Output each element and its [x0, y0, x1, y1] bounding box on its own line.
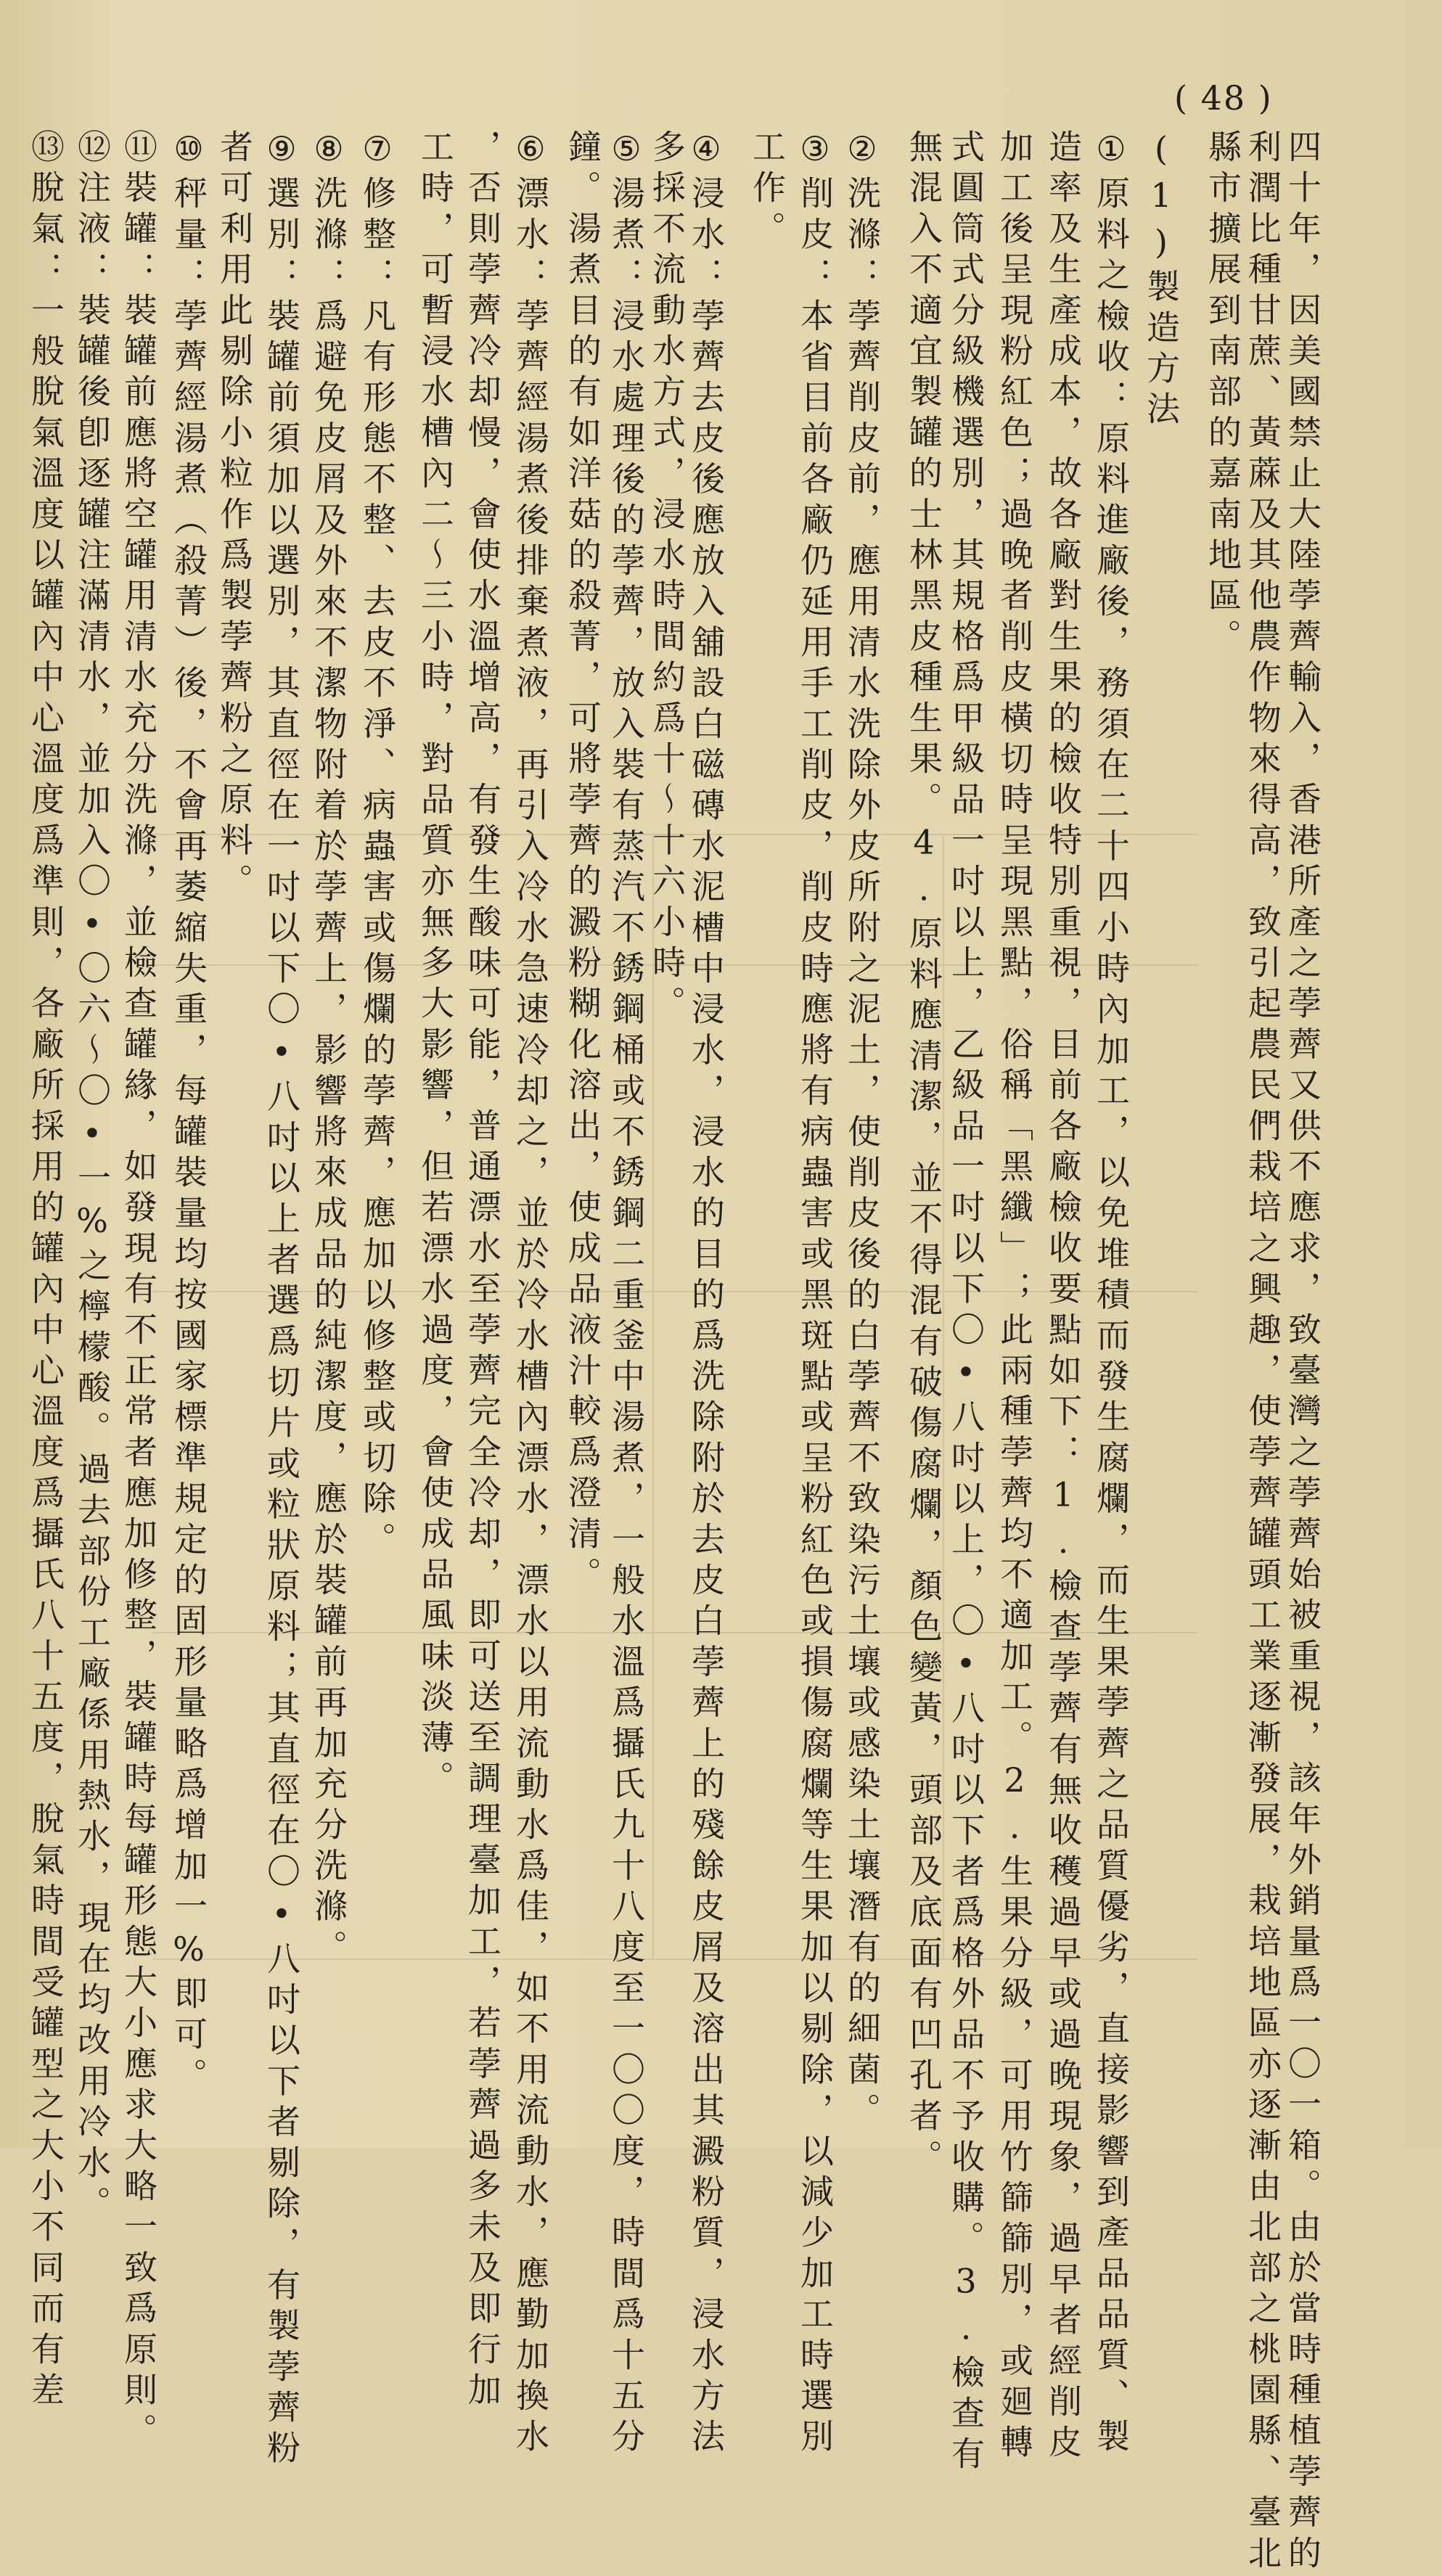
- text-column: 加工後呈現粉紅色；過晚者削皮橫切時呈現黑點，俗稱「黑纖」；此兩種荸薺均不適加工。2.生果分級，可用竹篩篩別，或廻轉: [995, 129, 1034, 2466]
- section-heading: (1)製造方法: [1142, 129, 1181, 432]
- text-column: ⑫注液：裝罐後卽逐罐注滿清水，並加入〇•〇六～〇•一%之檸檬酸。過去部份工廠係用熱水，現在均改用冷水。: [73, 129, 112, 2227]
- text-column: ⑨選別：裝罐前須加以選別，其直徑在一吋以下〇•八吋以上者選爲切片或粒狀原料；其直徑在〇•八吋以下者剔除，有製荸薺粉: [262, 129, 301, 2472]
- text-column: ⑩秤量：荸薺經湯煮（殺菁）後，不會再萎縮失重，每罐裝量均按國家標準規定的固形量略爲增加一%即可。: [169, 129, 208, 2099]
- text-column: ⑦修整：凡有形態不整、去皮不淨、病蟲害或傷爛的荸薺，應加以修整或切除。: [358, 129, 397, 1562]
- text-column: ⑥漂水：荸薺經湯煮後排棄煮液，再引入冷水急速冷却之，並於冷水槽內漂水，漂水以用流動水爲佳，如不用流動水，應勤加換水: [511, 129, 550, 2460]
- text-column: ⑬脫氣：一般脫氣溫度以罐內中心溫度爲準則，各廠所採用的罐內中心溫度爲攝氏八十五度，脫氣時間受罐型之大小不同而有差: [26, 129, 65, 2413]
- text-column: 工時，可暫浸水槽內二～三小時，對品質亦無多大影響，但若漂水過度，會使成品風味淡薄。: [416, 129, 455, 1802]
- text-column: 鐘。湯煮目的有如洋菇的殺菁，可將荸薺的澱粉糊化溶出，使成品液汁較爲澄清。: [563, 129, 602, 1598]
- text-column: 式圓筒式分級機選別，其規格爲甲級品一吋以上，乙級品一吋以下〇•八吋以上，〇•八吋以下者爲格外品不予收購。3.檢查有: [946, 129, 986, 2477]
- text-column: ，否則荸薺冷却慢，會使水溫增高，有發生酸味可能，普通漂水至荸薺完全冷却，即可送至調理臺加工，若荸薺過多未及即行加: [463, 129, 502, 2413]
- text-column: 縣市擴展到南部的嘉南地區。: [1203, 129, 1242, 660]
- text-column: 造率及生產成本，故各廠對生果的檢收特別重視，目前各廠檢收要點如下：1.檢查荸薺有無收穫過早或過晚現象，過早者經削皮: [1044, 129, 1083, 2466]
- text-column: ⑧洗滌：爲避免皮屑及外來不潔物附着於荸薺上，影響將來成品的純潔度，應於裝罐前再加充分洗滌。: [309, 129, 348, 1970]
- text-column: ⑪裝罐：裝罐前應將空罐用清水充分洗滌，並檢查罐緣，如發現有不正常者應加修整，裝罐時每罐形態大小應求大略一致爲原則。: [119, 129, 158, 2454]
- text-column: 者可利用此剔除小粒作爲製荸薺粉之原料。: [215, 129, 254, 904]
- text-column: ②洗滌：荸薺削皮前，應用清水洗除外皮所附之泥土，使削皮後的白荸薺不致染污土壤或感染土壤潛有的細菌。: [843, 129, 882, 2133]
- text-column: ⑤湯煮：浸水處理後的荸薺，放入裝有蒸汽不銹鋼桶或不銹鋼二重釜中湯煮，一般水溫爲攝氏九十八度至一〇〇度，時間爲十五分: [607, 129, 646, 2460]
- text-column: 工作。: [747, 129, 787, 252]
- text-column: ④浸水：荸薺去皮後應放入舖設白磁磚水泥槽中浸水，浸水的目的爲洗除附於去皮白荸薺上的殘餘皮屑及溶出其澱粉質，浸水方法: [687, 129, 726, 2460]
- text-column: ③削皮：本省目前各廠仍延用手工削皮，削皮時應將有病蟲害或黑斑點或呈粉紅色或損傷腐爛等生果加以剔除，以減少加工時選別: [795, 129, 835, 2460]
- text-column: 利潤比種甘蔗、黃蔴及其他農作物來得高，致引起農民們栽培之興趣，使荸薺罐頭工業逐漸發展，栽培地區亦逐漸由北部之桃園縣、臺北: [1243, 129, 1282, 2576]
- text-column: 多採不流動水方式，浸水時間約爲十～十六小時。: [647, 129, 687, 1027]
- text-column: 四十年，因美國禁止大陸荸薺輸入，香港所產之荸薺又供不應求，致臺灣之荸薺始被重視，該年外銷量爲一〇一箱。由於當時種植荸薺的: [1283, 129, 1322, 2576]
- text-column: 無混入不適宜製罐的士林黑皮種生果。4.原料應清潔，並不得混有破傷腐爛，顏色變黃，頭部及底面有凹孔者。: [904, 129, 943, 2180]
- text-column: ①原料之檢收：原料進廠後，務須在二十四小時內加工，以免堆積而發生腐爛，而生果荸薺之品質優劣，直接影響到產品品質、製: [1091, 129, 1131, 2460]
- page-number: ( 48 ): [1174, 78, 1273, 118]
